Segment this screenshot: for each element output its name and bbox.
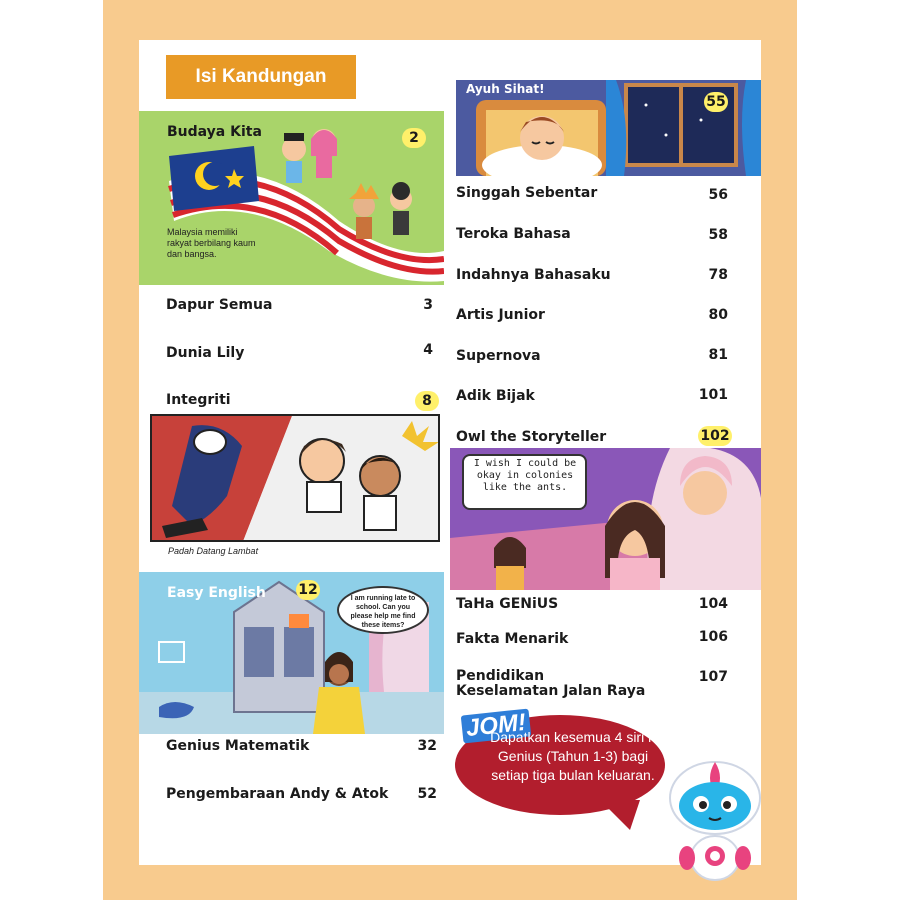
page-number: 81 bbox=[708, 347, 728, 363]
page-number: 4 bbox=[423, 342, 433, 358]
entry-genius-matematik[interactable]: Genius Matematik bbox=[166, 738, 310, 754]
entry-indahnya-bahasaku[interactable]: Indahnya Bahasaku bbox=[456, 267, 611, 283]
entry-pendidikan-keselamatan[interactable]: Pendidikan Keselamatan Jalan Raya bbox=[456, 668, 646, 699]
integriti-comic-panel bbox=[150, 414, 440, 542]
page-title: Isi Kandungan bbox=[166, 55, 356, 99]
page-number-badge: 2 bbox=[402, 128, 426, 148]
page-number-badge: 55 bbox=[704, 92, 728, 112]
entry-label[interactable]: Ayuh Sihat! bbox=[466, 82, 545, 96]
budaya-kita-panel bbox=[139, 111, 444, 285]
entry-label[interactable]: Budaya Kita bbox=[167, 124, 262, 140]
jom-label: JOM! bbox=[461, 709, 532, 744]
entry-artis-junior[interactable]: Artis Junior bbox=[456, 307, 545, 323]
page-number: 107 bbox=[698, 669, 728, 685]
running-kids-illustration bbox=[152, 416, 440, 542]
promo-bubble-tail bbox=[600, 800, 640, 830]
entry-fakta-menarik[interactable]: Fakta Menarik bbox=[456, 631, 569, 647]
page-number: 56 bbox=[708, 187, 728, 203]
page-number: 58 bbox=[708, 227, 728, 243]
english-speech-text: I am running late to school. Can you please help me find these items? bbox=[350, 595, 416, 629]
entry-dunia-lily[interactable]: Dunia Lily bbox=[166, 345, 245, 361]
integriti-caption: Padah Datang Lambat bbox=[168, 546, 259, 556]
entry-adik-bijak[interactable]: Adik Bijak bbox=[456, 388, 535, 404]
entry-singgah-sebentar[interactable]: Singgah Sebentar bbox=[456, 185, 598, 201]
entry-pengembaraan[interactable]: Pengembaraan Andy & Atok bbox=[166, 786, 389, 802]
owl-speech-text: I wish I could be okay in colonies like the ants. bbox=[473, 458, 577, 493]
entry-dapur-semua[interactable]: Dapur Semua bbox=[166, 297, 273, 313]
robot-mascot-illustration bbox=[665, 758, 765, 888]
owl-storyteller-panel bbox=[450, 448, 761, 590]
page-number: 104 bbox=[698, 596, 728, 612]
budaya-caption: Malaysia memiliki rakyat berbilang kaum dan bangsa. bbox=[167, 227, 256, 259]
page-number-badge: 102 bbox=[698, 426, 732, 446]
promo-text: Dapatkan kesemua 4 siri i-Genius (Tahun 1-3) bagi setiap tiga bulan keluaran. bbox=[490, 729, 656, 783]
page-number: 32 bbox=[417, 738, 437, 754]
easy-english-panel bbox=[139, 572, 444, 734]
page-number: 3 bbox=[423, 297, 433, 313]
page-number: 78 bbox=[708, 267, 728, 283]
page-number-badge: 8 bbox=[415, 391, 439, 411]
entry-label[interactable]: Easy English bbox=[167, 585, 266, 601]
ayuh-sihat-panel bbox=[456, 80, 761, 176]
entry-integriti[interactable]: Integriti bbox=[166, 392, 231, 408]
page-number: 52 bbox=[417, 786, 437, 802]
page-number: 101 bbox=[698, 387, 728, 403]
entry-teroka-bahasa[interactable]: Teroka Bahasa bbox=[456, 226, 571, 242]
page-number: 80 bbox=[708, 307, 728, 323]
page-number-badge: 12 bbox=[296, 580, 320, 600]
entry-owl-storyteller[interactable]: Owl the Storyteller bbox=[456, 429, 607, 445]
entry-taha-genius[interactable]: TaHa GENiUS bbox=[456, 596, 559, 612]
entry-supernova[interactable]: Supernova bbox=[456, 348, 541, 364]
page-number: 106 bbox=[698, 629, 728, 645]
